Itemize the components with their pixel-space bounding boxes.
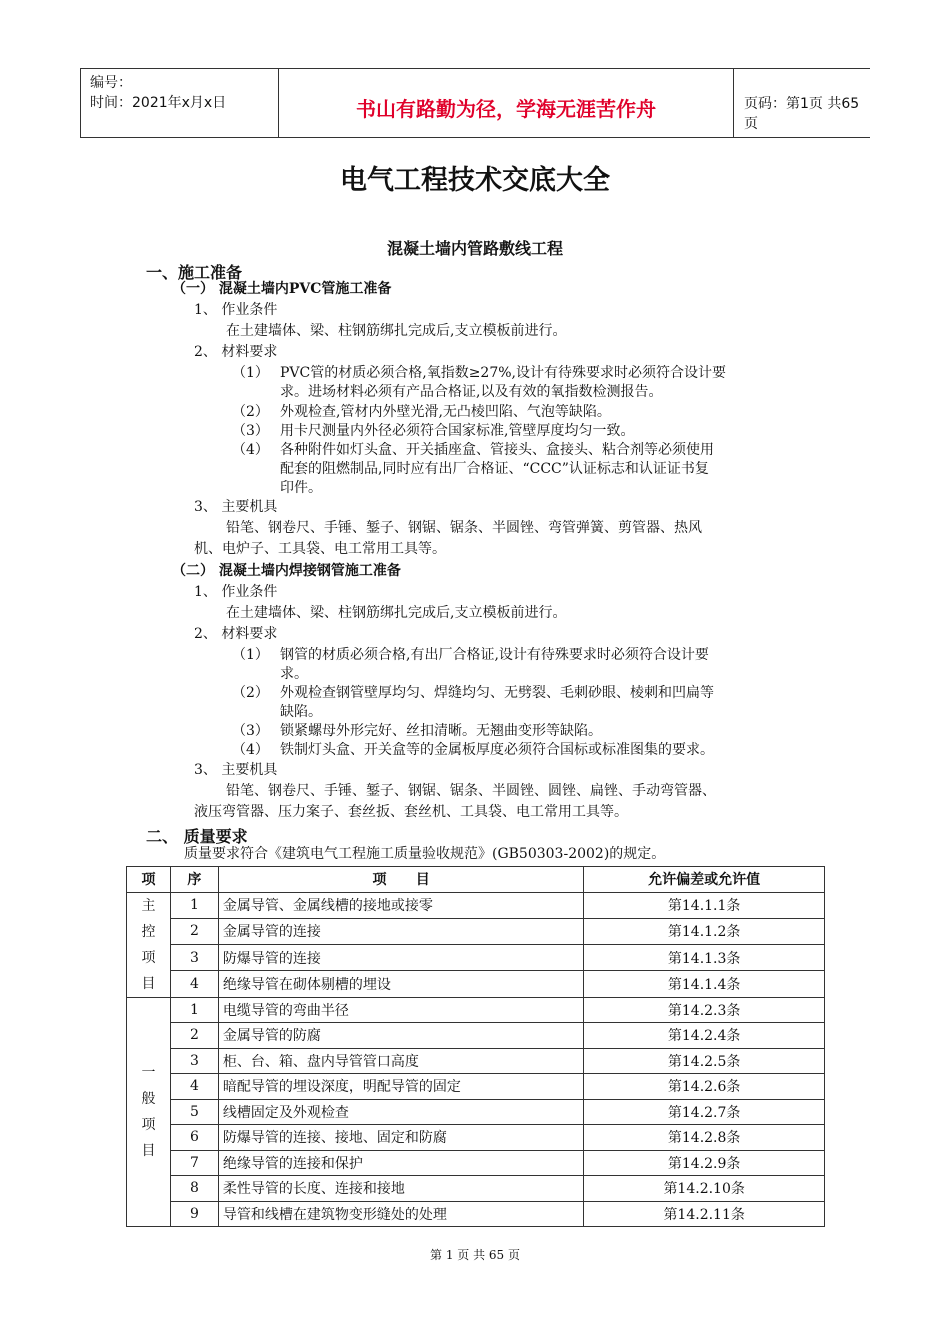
- cell-item: 金属导管的防腐: [218, 1023, 583, 1049]
- cell-no: 8: [170, 1176, 218, 1202]
- cell-value: 第14.2.9条: [584, 1150, 825, 1176]
- page-header: [80, 68, 870, 138]
- list-number: （1）: [232, 647, 269, 663]
- table-row: [127, 1150, 825, 1176]
- cell-item: 线槽固定及外观检查: [218, 1099, 583, 1125]
- cell-item: 绝缘导管的连接和保护: [218, 1150, 583, 1176]
- list-number: （2）: [232, 685, 269, 701]
- paragraph: 铅笔、钢卷尺、手锤、錾子、钢锯、锯条、半圆锉、弯管弹簧、剪管器、热风: [226, 520, 702, 536]
- list-number: （3）: [232, 423, 269, 439]
- subsection-heading-pvc: （一） 混凝土墙内PVC管施工准备: [172, 281, 392, 297]
- paragraph: 机、电炉子、工具袋、电工常用工具等。: [194, 541, 446, 557]
- paragraph: 在土建墙体、梁、柱钢筋绑扎完成后,支立模板前进行。: [226, 605, 567, 621]
- document-subtitle: 混凝土墙内管路敷线工程: [386, 239, 563, 258]
- list-text: 求。进场材料必须有产品合格证,以及有效的氧指数检测报告。: [280, 384, 663, 400]
- list-number: （2）: [232, 404, 269, 420]
- cell-no: 1: [170, 997, 218, 1023]
- list-number: （4）: [232, 742, 269, 758]
- item-heading: 3、 主要机具: [194, 499, 278, 515]
- list-text: 外观检查,管材内外壁光滑,无凸棱凹陷、气泡等缺陷。: [280, 404, 611, 420]
- cell-no: 2: [170, 1023, 218, 1049]
- paragraph: 液压弯管器、压力案子、套丝扳、套丝机、工具袋、电工常用工具等。: [194, 804, 628, 820]
- list-text: 外观检查钢管壁厚均匀、焊缝均匀、无劈裂、毛刺砂眼、棱刺和凹扁等: [280, 685, 714, 701]
- section-heading-1: 一、施工准备: [146, 263, 243, 282]
- cell-value: 第14.1.1条: [584, 892, 825, 918]
- cell-no: 9: [170, 1201, 218, 1227]
- cell-value: 第14.2.7条: [584, 1099, 825, 1125]
- header-cell: 允许偏差或允许值: [584, 867, 825, 893]
- header-meta: [90, 73, 226, 113]
- cell-no: 7: [170, 1150, 218, 1176]
- table-row: [127, 1099, 825, 1125]
- table-row: [127, 892, 825, 918]
- list-text: 铁制灯头盒、开关盒等的金属板厚度必须符合国标或标准图集的要求。: [280, 742, 714, 758]
- table-row: [127, 997, 825, 1023]
- header-page-label: 页码：第1页 共65页: [744, 96, 860, 132]
- cell-item: 电缆导管的弯曲半径: [218, 997, 583, 1023]
- cell-value: 第14.2.8条: [584, 1125, 825, 1151]
- paragraph: 铅笔、钢卷尺、手锤、錾子、钢锯、锯条、半圆锉、圆锉、扁锉、手动弯管器、: [226, 783, 716, 799]
- cell-item: 暗配导管的埋设深度，明配导管的固定: [218, 1074, 583, 1100]
- header-motto: 书山有路勤为径，学海无涯苦作舟: [356, 97, 656, 121]
- doc-number-label: 编号：: [90, 75, 132, 91]
- header-cell: 项 目: [218, 867, 583, 893]
- cell-item: 防爆导管的连接: [218, 945, 583, 971]
- cell-item: 金属导管的连接: [218, 918, 583, 944]
- list-text: 求。: [280, 666, 308, 682]
- table-row: [127, 1201, 825, 1227]
- cell-item: 柔性导管的长度、连接和接地: [218, 1176, 583, 1202]
- table-row: [127, 1023, 825, 1049]
- table-row: [127, 1176, 825, 1202]
- item-heading: 2、 材料要求: [194, 344, 278, 360]
- table-header-row: [127, 867, 825, 893]
- cell-no: 4: [170, 1074, 218, 1100]
- list-number: （3）: [232, 723, 269, 739]
- list-text: 印件。: [280, 480, 322, 496]
- paragraph: 在土建墙体、梁、柱钢筋绑扎完成后,支立模板前进行。: [226, 323, 567, 339]
- cell-item: 导管和线槽在建筑物变形缝处的处理: [218, 1201, 583, 1227]
- item-heading: 3、 主要机具: [194, 762, 278, 778]
- list-number: （1）: [232, 365, 269, 381]
- table-row: [127, 945, 825, 971]
- group-main-control: 主 控 项 目: [127, 892, 171, 997]
- header-cell: 序: [170, 867, 218, 893]
- list-number: （4）: [232, 442, 269, 458]
- doc-time-label: 时间：2021年x月x日: [90, 95, 227, 111]
- cell-value: 第14.1.3条: [584, 945, 825, 971]
- list-text: PVC管的材质必须合格,氧指数≥27%,设计有待殊要求时必须符合设计要: [280, 365, 726, 381]
- cell-value: 第14.2.4条: [584, 1023, 825, 1049]
- cell-item: 金属导管、金属线槽的接地或接零: [218, 892, 583, 918]
- section-heading-2: 二、 质量要求: [146, 827, 248, 846]
- page-footer: 第 1 页 共 65 页: [430, 1248, 520, 1262]
- subsection-heading-steel: （二） 混凝土墙内焊接钢管施工准备: [172, 563, 401, 579]
- cell-value: 第14.1.2条: [584, 918, 825, 944]
- paragraph: 质量要求符合《建筑电气工程施工质量验收规范》(GB50303-2002)的规定。: [184, 846, 666, 862]
- cell-no: 6: [170, 1125, 218, 1151]
- quality-table: [126, 866, 825, 1227]
- table-row: [127, 971, 825, 997]
- list-text: 配套的阻燃制品,同时应有出厂合格证、“CCC”认证标志和认证证书复: [280, 461, 709, 477]
- item-heading: 2、 材料要求: [194, 626, 278, 642]
- table-row: [127, 1074, 825, 1100]
- cell-value: 第14.2.11条: [584, 1201, 825, 1227]
- cell-item: 绝缘导管在砌体剔槽的埋设: [218, 971, 583, 997]
- document-title: 电气工程技术交底大全: [340, 165, 610, 196]
- cell-no: 5: [170, 1099, 218, 1125]
- cell-no: 2: [170, 918, 218, 944]
- item-heading: 1、 作业条件: [194, 302, 278, 318]
- cell-value: 第14.2.3条: [584, 997, 825, 1023]
- cell-item: 防爆导管的连接、接地、固定和防腐: [218, 1125, 583, 1151]
- cell-no: 1: [170, 892, 218, 918]
- table-row: [127, 1048, 825, 1074]
- table-row: [127, 1125, 825, 1151]
- cell-value: 第14.2.6条: [584, 1074, 825, 1100]
- cell-no: 4: [170, 971, 218, 997]
- list-text: 钢管的材质必须合格,有出厂合格证,设计有待殊要求时必须符合设计要: [280, 647, 709, 663]
- group-general: 一 般 项 目: [127, 997, 171, 1227]
- cell-value: 第14.1.4条: [584, 971, 825, 997]
- header-cell: 项: [127, 867, 171, 893]
- cell-value: 第14.2.10条: [584, 1176, 825, 1202]
- list-text: 用卡尺测量内外径必须符合国家标准,管壁厚度均匀一致。: [280, 423, 635, 439]
- table-row: [127, 918, 825, 944]
- cell-value: 第14.2.5条: [584, 1048, 825, 1074]
- list-text: 缺陷。: [280, 704, 322, 720]
- cell-no: 3: [170, 1048, 218, 1074]
- item-heading: 1、 作业条件: [194, 584, 278, 600]
- cell-no: 3: [170, 945, 218, 971]
- list-text: 锁紧螺母外形完好、丝扣清晰。无翘曲变形等缺陷。: [280, 723, 602, 739]
- list-text: 各种附件如灯头盒、开关插座盒、管接头、盒接头、粘合剂等必须使用: [280, 442, 714, 458]
- cell-item: 柜、台、箱、盘内导管管口高度: [218, 1048, 583, 1074]
